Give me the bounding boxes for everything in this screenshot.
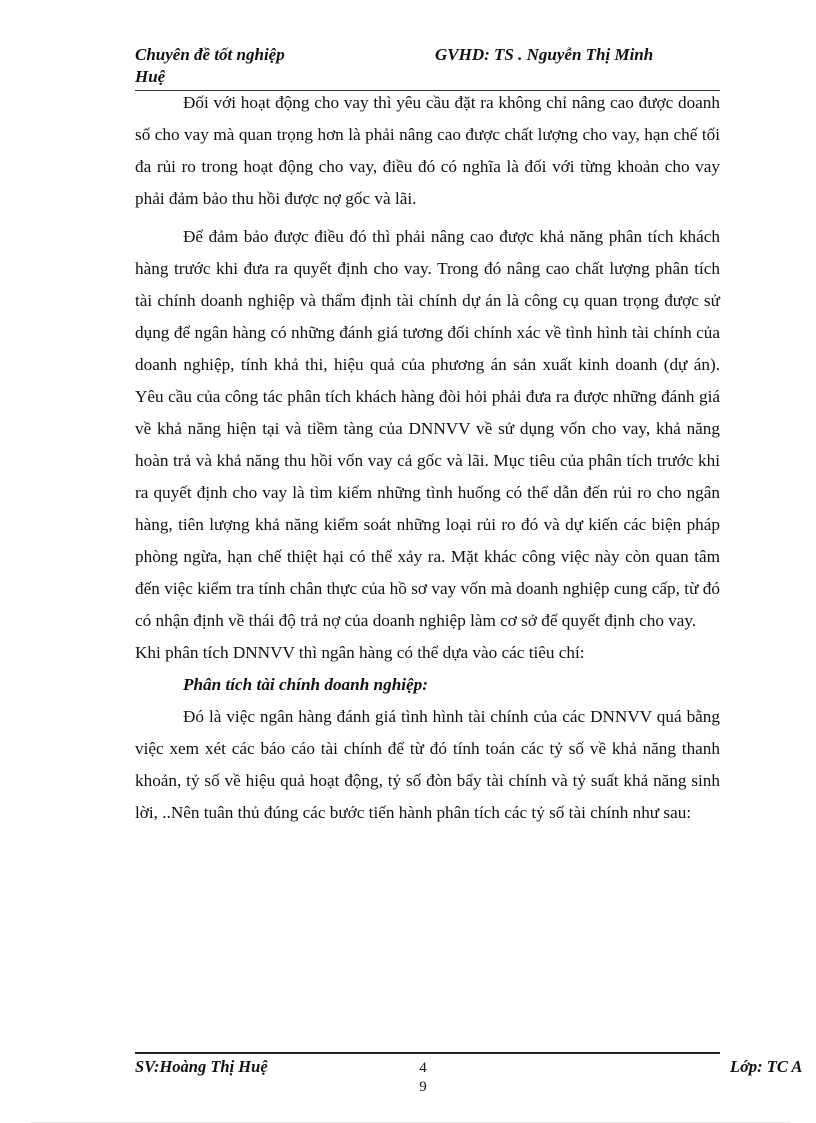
header-left-line1: Chuyên đề tốt nghiệp <box>135 45 285 64</box>
page-number-digit-1: 4 <box>419 1060 427 1076</box>
page-number-digit-2: 9 <box>419 1079 427 1095</box>
section-title: Phân tích tài chính doanh nghiệp: <box>183 675 428 694</box>
paragraph-4: Đó là việc ngân hàng đánh giá tình hình tài chính của các DNNVV quá bằng việc xem xét các báo cáo tài chính để từ đó tính toán các tỷ số về khả năng thanh khoản, tỷ số về hiệu quả hoạt động, tỷ số đòn bẩy tài chính và tỷ suất khả năng sinh lời, ..Nên tuân thủ đúng các bước tiến hành phân tích các tỷ số tài chính như sau: <box>135 707 720 822</box>
header-thesis-title <box>135 44 335 88</box>
footer-student: SV:Hoàng Thị Huệ <box>135 1057 268 1076</box>
page-number <box>416 1059 430 1097</box>
paragraph-3: Khi phân tích DNNVV thì ngân hàng có thể dựa vào các tiêu chí: <box>135 643 585 662</box>
paragraph-2: Để đảm bảo được điều đó thì phải nâng cao được khả năng phân tích khách hàng trước khi đưa ra quyết định cho vay. Trong đó nâng cao chất lượng phân tích tài chính doanh nghiệp và thẩm định tài chính dự án là công cụ quan trọng được sử dụng để ngân hàng có những đánh giá tương đối chính xác về tình hình tài chính của doanh nghiệp, tính khả thi, hiệu quả của phương án sản xuất kinh doanh (dự án). Yêu cầu của công tác phân tích khách hàng đòi hỏi phải đưa ra được những đánh giá về khả năng hiện tại và tiềm tàng của DNNVV về sử dụng vốn cho vay, khả năng hoàn trả và khả năng thu hồi vốn vay cả gốc và lãi. Mục tiêu của phân tích trước khi ra quyết định cho vay là tìm kiếm những tình huống có thể dẫn đến rủi ro cho ngân hàng, tiên lượng khả năng kiểm soát những loại rủi ro đó và dự kiến các biện pháp phòng ngừa, hạn chế thiệt hại có thể xảy ra. Mặt khác công việc này còn quan tâm đến việc kiểm tra tính chân thực của hồ sơ vay vốn mà doanh nghiệp cung cấp, từ đó có nhận định về thái độ trả nợ của doanh nghiệp làm cơ sở để quyết định cho vay. <box>135 227 720 630</box>
footer-divider <box>135 1052 720 1054</box>
header-left-line2: Huệ <box>135 67 166 86</box>
document-body <box>135 87 720 829</box>
paragraph-1: Đối với hoạt động cho vay thì yêu cầu đặt ra không chỉ nâng cao được doanh số cho vay mà quan trọng hơn là phải nâng cao được chất lượng cho vay, hạn chế tối đa rủi ro trong hoạt động cho vay, điều đó có nghĩa là đối với từng khoản cho vay phải đảm bảo thu hồi được nợ gốc và lãi. <box>135 93 720 208</box>
header-advisor: GVHD: TS . Nguyễn Thị Minh <box>435 45 654 64</box>
footer-class: Lớp: TC A <box>730 1057 803 1076</box>
